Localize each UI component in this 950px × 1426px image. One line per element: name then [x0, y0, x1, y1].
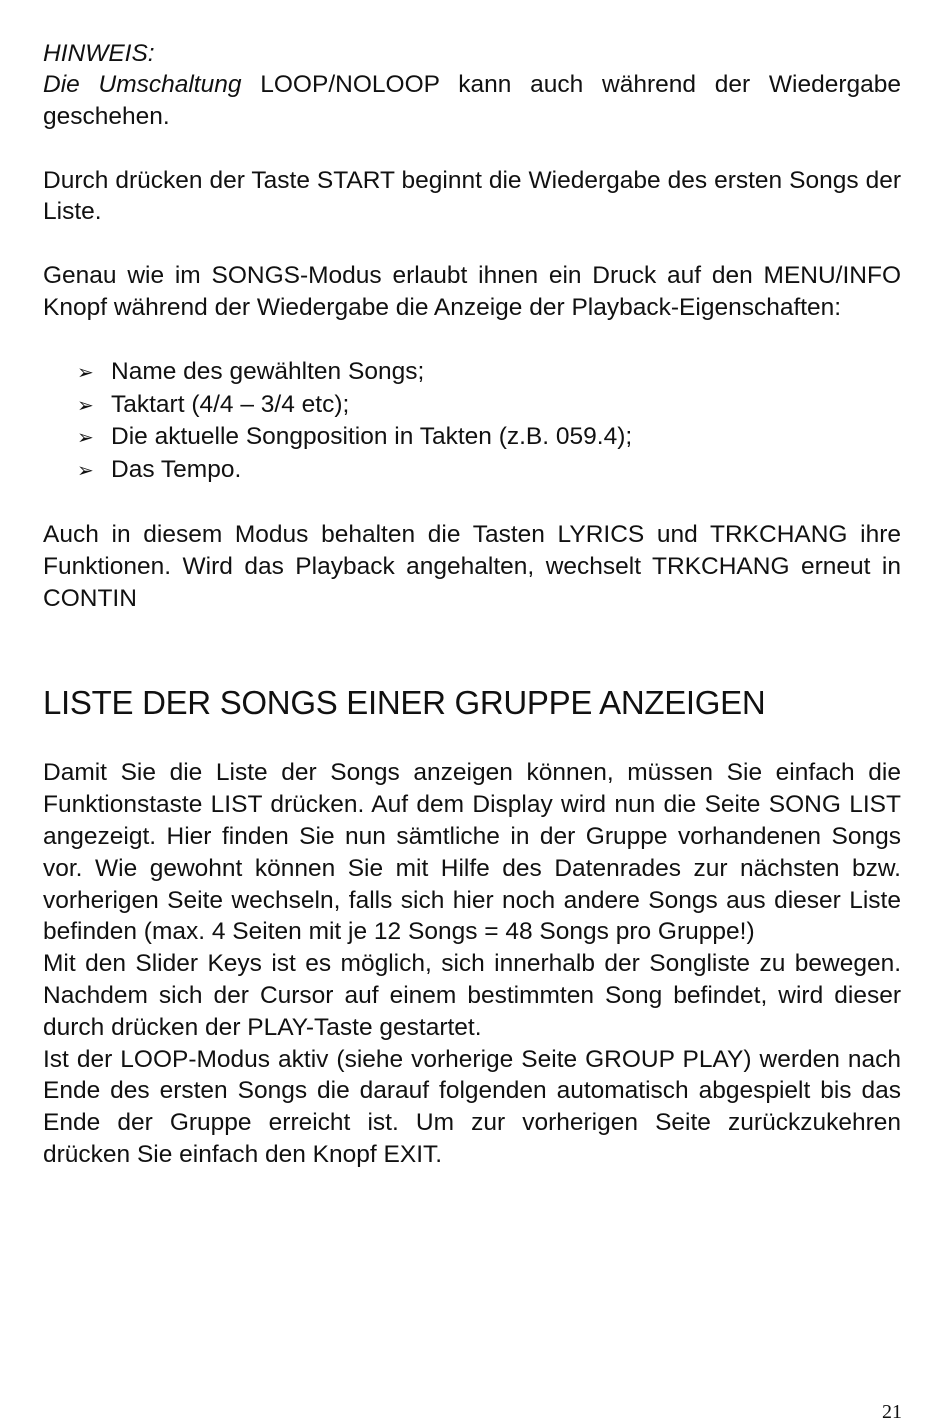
list-item-text: Die aktuelle Songposition in Takten (z.B. 059.4); [111, 423, 633, 451]
list-item [77, 454, 901, 487]
note-body: LOOP/NOLOOP kann auch während der Wiedergabe geschehen. [43, 71, 901, 130]
playback-properties-list [43, 356, 901, 487]
list-item [77, 389, 901, 422]
section-paragraph-3: Ist der LOOP-Modus aktiv (siehe vorherige Seite GROUP PLAY) werden nach Ende des ersten Songs die darauf folgenden automatisch abgespielt bis das Ende der Gruppe erreicht ist. Um zur vorherigen Seite zurückzukehren drücken Sie einfach den Knopf EXIT. [43, 1045, 901, 1168]
paragraph-lyrics: Auch in diesem Modus behalten die Tasten LYRICS und TRKCHANG ihre Funktionen. Wird das Playback angehalten, wechselt TRKCHANG erneut in CONTIN [43, 520, 901, 612]
arrow-bullet-icon: ➢ [77, 425, 94, 450]
arrow-bullet-icon: ➢ [77, 392, 94, 417]
list-item [77, 421, 901, 454]
section-heading: LISTE DER SONGS EINER GRUPPE ANZEIGEN [43, 684, 766, 722]
list-item-text: Taktart (4/4 – 3/4 etc); [111, 390, 350, 418]
spacer [43, 487, 901, 519]
manual-page [43, 38, 901, 1171]
paragraph-menu-info: Genau wie im SONGS-Modus erlaubt ihnen ein Druck auf den MENU/INFO Knopf während der Wiedergabe die Anzeige der Playback-Eigenschaften: [43, 262, 901, 321]
note-italic-lead: Die Umschaltung [43, 71, 242, 98]
list-item [77, 356, 901, 389]
note-title: HINWEIS: [43, 40, 155, 67]
arrow-bullet-icon: ➢ [77, 359, 94, 384]
spacer [43, 723, 901, 757]
arrow-bullet-icon: ➢ [77, 458, 94, 483]
list-item-text: Das Tempo. [111, 456, 242, 484]
spacer [43, 133, 901, 165]
paragraph-start: Durch drücken der Taste START beginnt die Wiedergabe des ersten Songs der Liste. [43, 166, 901, 226]
spacer [43, 228, 901, 260]
section-paragraph-2: Mit den Slider Keys ist es möglich, sich innerhalb der Songliste zu bewegen. Nachdem sich der Cursor auf einem bestimmten Song befindet, wird dieser durch drücken der PLAY-Taste gestartet. [43, 950, 901, 1041]
note-text [43, 69, 901, 133]
page-number: 21 [882, 1401, 902, 1423]
spacer [43, 614, 901, 683]
spacer [43, 324, 901, 356]
section-paragraph-1: Damit Sie die Liste der Songs anzeigen können, müssen Sie einfach die Funktionstaste LIST drücken. Auf dem Display wird nun die Seite SONG LIST angezeigt. Hier finden Sie nun sämtliche in der Gruppe vorhandenen Songs vor. Wie gewohnt können Sie mit Hilfe des Datenrades zur nächsten bzw. vorherigen Seite wechseln, falls sich hier noch andere Songs aus dieser Liste befinden (max. 4 Seiten mit je 12 Songs = 48 Songs pro Gruppe!) [43, 759, 901, 946]
list-item-text: Name des gewählten Songs; [111, 357, 425, 385]
